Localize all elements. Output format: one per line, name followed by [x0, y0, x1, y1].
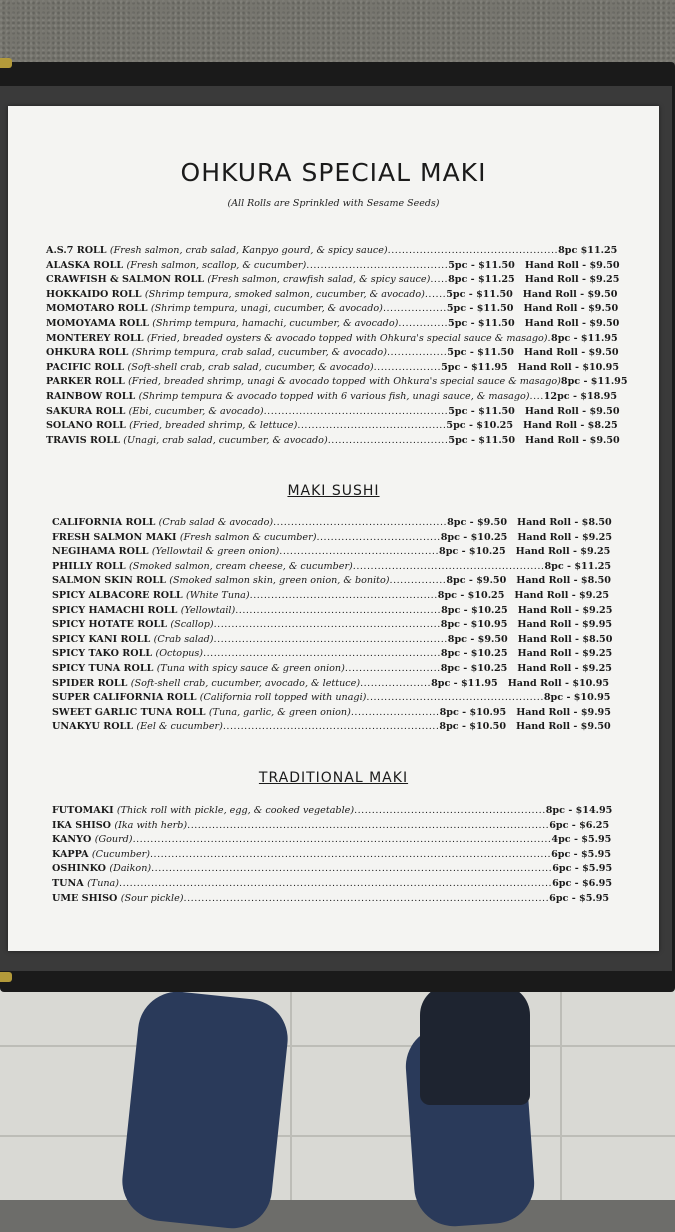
- dot-leader: ..................................: [327, 434, 449, 446]
- menu-item-price: 8pc - $9.50 Hand Roll - $8.50: [447, 633, 613, 645]
- menu-item-description: (Fresh salmon, crawfish salad, & spicy sauce): [207, 274, 431, 286]
- dot-leader: .....................................................: [249, 590, 438, 601]
- menu-title: OHKURA SPECIAL MAKI: [180, 158, 487, 187]
- menu-item: [46, 390, 620, 405]
- menu-item-price: 8pc - $10.25 Hand Roll - $9.25: [437, 590, 610, 601]
- dot-leader: ...................................................................: [203, 648, 441, 660]
- dot-leader: ..................................................: [366, 692, 544, 704]
- menu-item: [52, 531, 612, 546]
- menu-page: [8, 106, 659, 951]
- menu-item-price: 6pc - $5.95: [551, 848, 612, 860]
- menu-item-description: (Thick roll with pickle, egg, & cooked vegetable): [116, 805, 355, 816]
- dot-leader: ......................................................: [352, 560, 545, 572]
- dot-leader: ......................................................................................................: [187, 819, 550, 831]
- menu-item-name: RAINBOW ROLL: [46, 391, 139, 402]
- menu-item: [46, 361, 620, 376]
- menu-item: [46, 259, 620, 274]
- menu-item-name: SAKURA ROLL: [46, 405, 129, 417]
- menu-item-price: 12pc - $18.95: [543, 391, 618, 402]
- dot-leader: .................................................: [273, 517, 448, 528]
- menu-item-description: (Smoked salmon, cream cheese, & cucumber): [129, 560, 353, 572]
- menu-item-description: (Fried, breaded oysters & avocado topped with Ohkura's special sauce & masago): [146, 332, 548, 344]
- menu-item: [46, 332, 620, 347]
- dot-leader: ....................: [360, 677, 432, 689]
- menu-item-price: 4pc - $5.95: [551, 834, 612, 846]
- menu-item-name: PARKER ROLL: [46, 376, 129, 388]
- menu-item-description: (Fried, breaded shrimp, unagi & avocado topped with Ohkura's special sauce & masago): [128, 376, 561, 388]
- menu-item: [52, 662, 612, 677]
- menu-item-description: (Octopus): [155, 648, 204, 660]
- menu-item-price: 5pc - $11.50 Hand Roll - $9.50: [448, 405, 620, 417]
- dot-leader: ..........................................................: [235, 604, 442, 616]
- menu-item: [52, 604, 612, 619]
- menu-item: [52, 618, 612, 633]
- dot-leader: ......................................................: [354, 805, 546, 816]
- menu-item-price: 8pc - $10.25 Hand Roll - $9.25: [440, 531, 612, 543]
- menu-item-name: OSHINKO: [52, 863, 110, 875]
- menu-item-name: FRESH SALMON MAKI: [52, 531, 180, 543]
- menu-item-name: TUNA: [52, 878, 88, 889]
- menu-item-description: (Yellowtail & green onion): [151, 546, 280, 558]
- menu-item-name: SPIDER ROLL: [52, 677, 131, 689]
- menu-item: [52, 862, 612, 877]
- menu-item-price: 6pc - $5.95: [552, 863, 613, 875]
- menu-item: [52, 819, 612, 834]
- menu-item-price: 8pc - $10.95: [543, 692, 611, 704]
- menu-item-name: UME SHISO: [52, 892, 121, 904]
- dot-leader: .: [547, 332, 552, 344]
- dot-leader: .....: [430, 274, 449, 286]
- menu-item-description: (Shrimp tempura, smoked salmon, cucumber, & avocado): [144, 288, 425, 300]
- menu-item-description: (Ebi, cucumber, & avocado): [128, 405, 264, 417]
- dot-leader: ...................: [373, 361, 442, 373]
- leg-left: [118, 988, 291, 1232]
- menu-item-price: 8pc - $11.95 Hand Roll - $10.95: [431, 677, 610, 689]
- menu-item-description: (White Tuna): [185, 590, 250, 601]
- dot-leader: ..............: [398, 318, 449, 329]
- menu-item-description: (Daikon): [109, 863, 152, 875]
- menu-item-price: 8pc - $10.95 Hand Roll - $9.95: [439, 706, 611, 718]
- menu-item: [46, 434, 620, 449]
- menu-item-name: MONTEREY ROLL: [46, 332, 147, 344]
- dot-leader: ...........................: [344, 663, 441, 674]
- menu-item-price: 5pc - $11.95 Hand Roll - $10.95: [441, 361, 620, 373]
- menu-item-name: SPICY HAMACHI ROLL: [52, 604, 181, 616]
- menu-item-name: SPICY KANI ROLL: [52, 633, 154, 645]
- menu-item: [52, 677, 612, 692]
- menu-item-description: (Shrimp tempura, crab salad, cucumber, & avocado): [131, 347, 387, 359]
- menu-item-price: 5pc - $11.50 Hand Roll - $9.50: [448, 434, 620, 446]
- menu-item: [52, 647, 612, 662]
- menu-item: [52, 848, 612, 863]
- menu-item: [46, 273, 620, 288]
- dot-leader: ..........................................: [297, 420, 447, 432]
- menu-item: [52, 589, 612, 604]
- menu-item: [52, 545, 612, 560]
- menu-item-description: (Fresh salmon & cucumber): [179, 531, 317, 543]
- menu-item-description: (Fresh salmon, crab salad, Kanpyo gourd, & spicy sauce): [109, 245, 388, 256]
- menu-item-description: (Cucumber): [91, 848, 150, 860]
- dot-leader: .................: [386, 347, 448, 359]
- menu-item-price: 5pc - $11.50 Hand Roll - $9.50: [446, 288, 618, 300]
- menu-item-description: (Shrimp tempura & avocado topped with 6 various fish, unagi sauce, & masago): [138, 391, 530, 402]
- menu-item-name: SPICY TUNA ROLL: [52, 663, 157, 674]
- menu-item: [46, 302, 620, 317]
- dot-leader: ...................................: [316, 531, 441, 543]
- menu-item-price: 8pc - $10.50 Hand Roll - $9.50: [439, 721, 611, 733]
- menu-item-name: ALASKA ROLL: [46, 259, 127, 271]
- menu-item-name: KAPPA: [52, 848, 92, 860]
- menu-item-price: 8pc - $14.95: [545, 805, 613, 816]
- menu-item: [52, 833, 612, 848]
- menu-item: [46, 244, 620, 259]
- menu-item: [52, 720, 612, 735]
- menu-item-description: (Smoked salmon skin, green onion, & bonito): [169, 575, 390, 587]
- menu-item-price: 6pc - $5.95: [549, 892, 610, 904]
- dot-leader: ......: [424, 288, 447, 300]
- menu-item-price: 8pc - $9.50 Hand Roll - $8.50: [446, 575, 611, 587]
- dot-leader: .................................................................................................................: [149, 848, 552, 860]
- menu-item: [46, 288, 620, 303]
- menu-item-description: (Eel & cucumber): [136, 721, 223, 733]
- menu-item-price: 6pc - $6.95: [552, 878, 613, 889]
- dot-leader: ..................................................................: [213, 633, 448, 645]
- menu-item-price: 5pc - $11.50 Hand Roll - $9.50: [448, 259, 620, 271]
- menu-item-description: (Crab salad & avocado): [158, 517, 274, 528]
- menu-item: [52, 804, 612, 819]
- menu-item-price: 8pc - $10.25 Hand Roll - $9.25: [440, 648, 613, 660]
- menu-item-name: TRAVIS ROLL: [46, 434, 124, 446]
- menu-item-description: (Shrimp tempura, hamachi, cucumber, & avocado): [152, 318, 399, 329]
- menu-item-description: (California roll topped with unagi): [199, 692, 367, 704]
- tile-floor: [0, 985, 675, 1200]
- menu-item: [52, 516, 612, 531]
- menu-item-description: (Ika with herb): [114, 819, 188, 831]
- menu-item-description: (Tuna): [87, 878, 120, 889]
- binder-corner-top-left: [0, 58, 12, 68]
- menu-item-name: KANYO: [52, 834, 95, 846]
- menu-item-name: CALIFORNIA ROLL: [52, 517, 159, 528]
- menu-item-price: 8pc - $11.25 Hand Roll - $9.25: [448, 274, 620, 286]
- menu-item-name: MOMOTARO ROLL: [46, 303, 151, 315]
- menu-item: [52, 574, 612, 589]
- menu-item-name: SPICY TAKO ROLL: [52, 648, 156, 660]
- menu-item-price: 5pc - $11.50 Hand Roll - $9.50: [447, 347, 619, 359]
- shoe: [420, 985, 530, 1105]
- menu-item-name: SWEET GARLIC TUNA ROLL: [52, 706, 209, 718]
- dot-leader: .........................: [350, 706, 440, 718]
- menu-item-name: NEGIHAMA ROLL: [52, 546, 152, 558]
- menu-item-name: SALMON SKIN ROLL: [52, 575, 170, 587]
- menu-item-name: OHKURA ROLL: [46, 347, 132, 359]
- menu-item-name: A.S.7 ROLL: [46, 245, 110, 256]
- menu-item: [46, 346, 620, 361]
- menu-item-description: (Sour pickle): [120, 892, 184, 904]
- menu-item-name: SPICY HOTATE ROLL: [52, 619, 171, 631]
- menu-item-price: 8pc - $11.95: [560, 376, 628, 388]
- menu-item-name: UNAKYU ROLL: [52, 721, 137, 733]
- menu-item: [52, 633, 612, 648]
- menu-item-price: 8pc - $10.25 Hand Roll - $9.25: [439, 546, 611, 558]
- dot-leader: ..................: [382, 303, 447, 315]
- menu-item: [46, 419, 620, 434]
- menu-item-description: (Unagi, crab salad, cucumber, & avocado): [123, 434, 328, 446]
- menu-item-name: HOKKAIDO ROLL: [46, 288, 145, 300]
- menu-item-price: 8pc - $10.95 Hand Roll - $9.95: [440, 619, 613, 631]
- menu-item-price: 5pc - $11.50 Hand Roll - $9.50: [446, 303, 619, 315]
- dot-leader: .............................................................: [222, 721, 440, 733]
- menu-item: [52, 706, 612, 721]
- menu-subtitle: (All Rolls are Sprinkled with Sesame Seeds): [227, 198, 440, 209]
- menu-item-description: (Fried, breaded shrimp, & lettuce): [129, 420, 298, 432]
- dot-leader: ......................................................................................................................: [132, 834, 552, 846]
- menu-item: [46, 375, 628, 390]
- menu-item: [52, 877, 612, 892]
- menu-item-price: 8pc - $10.25 Hand Roll - $9.25: [441, 604, 613, 616]
- menu-item-name: SUPER CALIFORNIA ROLL: [52, 692, 200, 704]
- menu-item: [46, 405, 620, 420]
- menu-item-price: 6pc - $6.25: [549, 819, 610, 831]
- menu-item-description: (Tuna, garlic, & green onion): [208, 706, 351, 718]
- dot-leader: ........................................: [306, 259, 449, 271]
- dot-leader: ....................................................: [263, 405, 449, 417]
- menu-item-price: 8pc - $11.95: [551, 332, 618, 344]
- dot-leader: ..........................................................................................................................: [119, 878, 553, 889]
- dot-leader: ................................................: [387, 245, 559, 256]
- dot-leader: ................................................................: [213, 619, 441, 631]
- menu-item-price: 5pc - $10.25 Hand Roll - $8.25: [446, 420, 618, 432]
- menu-item-price: 5pc - $11.50 Hand Roll - $9.50: [448, 318, 620, 329]
- menu-item-description: (Scallop): [170, 619, 214, 631]
- dot-leader: .......................................................................................................: [183, 892, 550, 904]
- maki-sushi-title: MAKI SUSHI: [287, 483, 380, 499]
- menu-item-description: (Crab salad): [153, 633, 214, 645]
- menu-item-description: (Fresh salmon, scallop, & cucumber): [126, 259, 307, 271]
- menu-item-name: SPICY ALBACORE ROLL: [52, 590, 186, 601]
- menu-item-name: PHILLY ROLL: [52, 560, 129, 572]
- menu-item: [46, 317, 620, 332]
- menu-item-name: MOMOYAMA ROLL: [46, 318, 153, 329]
- menu-item-description: (Soft-shell crab, cucumber, avocado, & lettuce): [130, 677, 361, 689]
- menu-item-price: 8pc - $9.50 Hand Roll - $8.50: [447, 517, 612, 528]
- menu-item-description: (Yellowtail): [180, 604, 236, 616]
- menu-item-name: FUTOMAKI: [52, 805, 117, 816]
- dot-leader: ....: [529, 391, 544, 402]
- dot-leader: .................................................................................................................: [151, 863, 553, 875]
- menu-item-description: (Tuna with spicy sauce & green onion): [156, 663, 345, 674]
- dot-leader: .............................................: [279, 546, 440, 558]
- traditional-maki-title: TRADITIONAL MAKI: [258, 770, 409, 786]
- menu-item: [52, 560, 612, 575]
- menu-item-name: CRAWFISH & SALMON ROLL: [46, 274, 208, 286]
- menu-item-description: (Gourd): [94, 834, 133, 846]
- menu-item-price: 8pc $11.25: [558, 245, 618, 256]
- menu-item-description: (Soft-shell crab, crab salad, cucumber, & avocado): [127, 361, 374, 373]
- menu-item-price: 8pc - $10.25 Hand Roll - $9.25: [440, 663, 612, 674]
- menu-item-description: (Shrimp tempura, unagi, cucumber, & avocado): [150, 303, 383, 315]
- menu-item-name: SOLANO ROLL: [46, 420, 130, 432]
- menu-item-price: 8pc - $11.25: [544, 560, 612, 572]
- dot-leader: ................: [389, 575, 447, 587]
- menu-item-name: IKA SHISO: [52, 819, 115, 831]
- menu-item: [52, 691, 612, 706]
- menu-item-name: PACIFIC ROLL: [46, 361, 128, 373]
- binder-corner-bottom-left: [0, 972, 12, 982]
- menu-item: [52, 892, 612, 907]
